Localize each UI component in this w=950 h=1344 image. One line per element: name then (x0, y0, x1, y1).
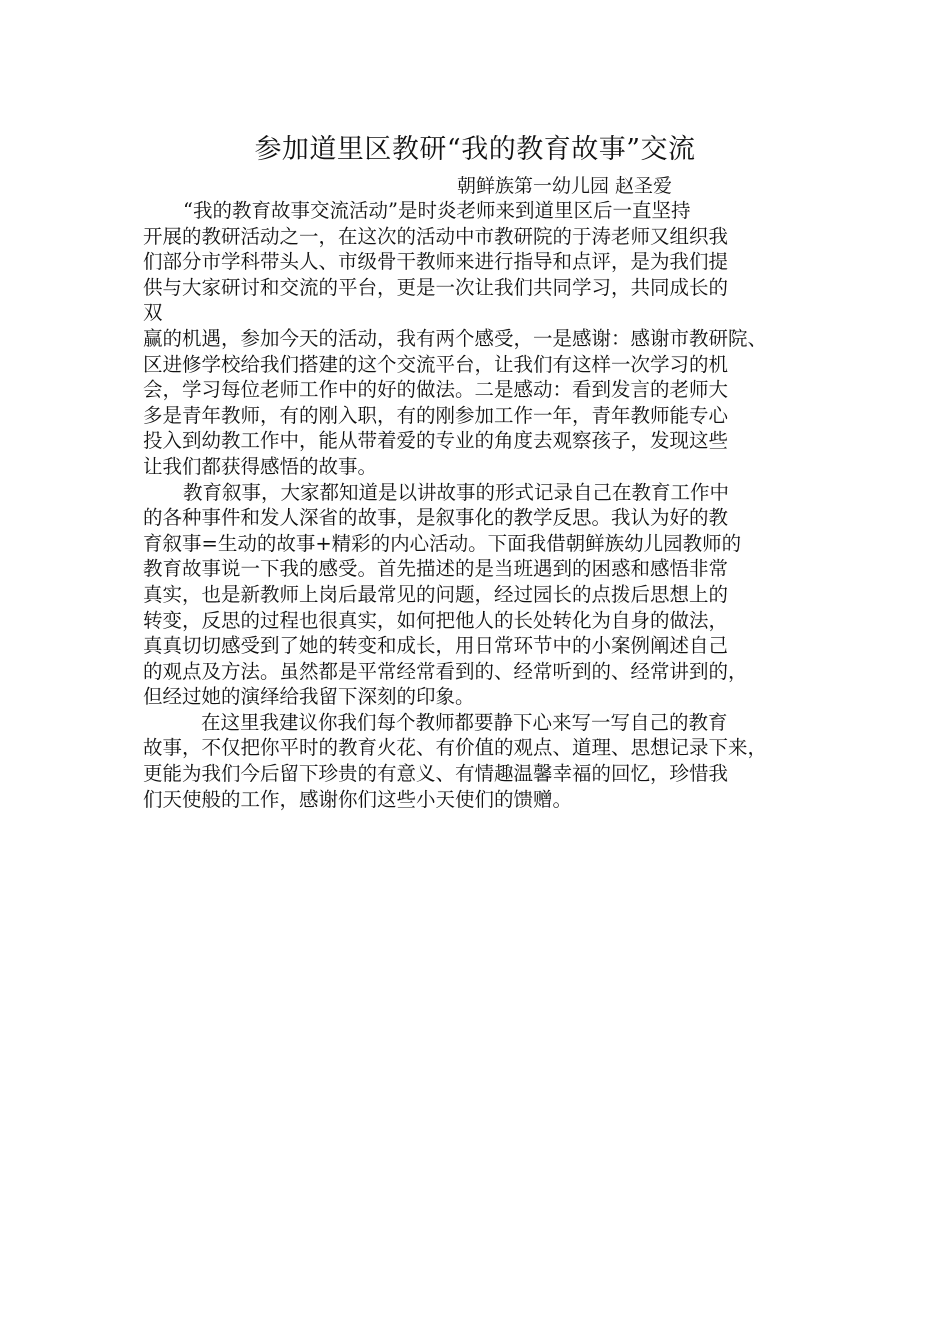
body-line: 育叙事=生动的故事+精彩的内心活动。下面我借朝鲜族幼儿园教师的 (143, 531, 742, 555)
body-line: 教育叙事，大家都知道是以讲故事的形式记录自己在教育工作中 (183, 480, 730, 504)
body-line: 的观点及方法。虽然都是平常经常看到的、经常听到的、经常讲到的， (143, 659, 748, 683)
body-line: 真真切切感受到了她的转变和成长，用日常环节中的小案例阐述自己 (143, 634, 729, 658)
document-title: 参加道里区教研“我的教育故事”交流 (254, 134, 696, 165)
body-line: 供与大家研讨和交流的平台，更是一次让我们共同学习，共同成长的 (143, 275, 729, 299)
body-line: 在这里我建议你我们每个教师都要静下心来写一写自己的教育 (201, 710, 728, 734)
body-line: 会，学习每位老师工作中的好的做法。二是感动：看到发言的老师大 (143, 378, 729, 402)
body-line: 开展的教研活动之一，在这次的活动中市教研院的于涛老师又组织我 (143, 224, 729, 248)
body-line: 赢的机遇，参加今天的活动，我有两个感受，一是感谢：感谢市教研院、 (143, 326, 768, 350)
body-line: 但经过她的演绎给我留下深刻的印象。 (143, 685, 475, 709)
body-line: 故事，不仅把你平时的教育火花、有价值的观点、道理、思想记录下来， (143, 736, 768, 760)
body-line: 们天使般的工作，感谢你们这些小天使们的馈赠。 (143, 787, 573, 811)
body-line: 更能为我们今后留下珍贵的有意义、有情趣温馨幸福的回忆，珍惜我 (143, 762, 729, 786)
body-line: 多是青年教师，有的刚入职，有的刚参加工作一年，青年教师能专心 (143, 403, 729, 427)
body-line: 投入到幼教工作中，能从带着爱的专业的角度去观察孩子，发现这些 (143, 429, 729, 453)
body-line: 的各种事件和发人深省的故事，是叙事化的教学反思。我认为好的教 (143, 506, 729, 530)
body-line: 真实，也是新教师上岗后最常见的问题，经过园长的点拨后思想上的 (143, 582, 729, 606)
document-body (143, 198, 813, 812)
body-line: 们部分市学科带头人、市级骨干教师来进行指导和点评，是为我们提 (143, 250, 729, 274)
document-author: 朝鲜族第一幼儿园 赵圣爱 (457, 175, 673, 197)
body-line: “我的教育故事交流活动”是时炎老师来到道里区后一直坚持 (183, 199, 691, 222)
body-line: 双 (143, 301, 163, 325)
body-line: 让我们都获得感悟的故事。 (143, 454, 378, 478)
body-line: 区进修学校给我们搭建的这个交流平台，让我们有这样一次学习的机 (143, 352, 729, 376)
body-line: 转变，反思的过程也很真实，如何把他人的长处转化为自身的做法， (143, 608, 729, 632)
body-line: 教育故事说一下我的感受。首先描述的是当班遇到的困惑和感悟非常 (143, 557, 729, 581)
